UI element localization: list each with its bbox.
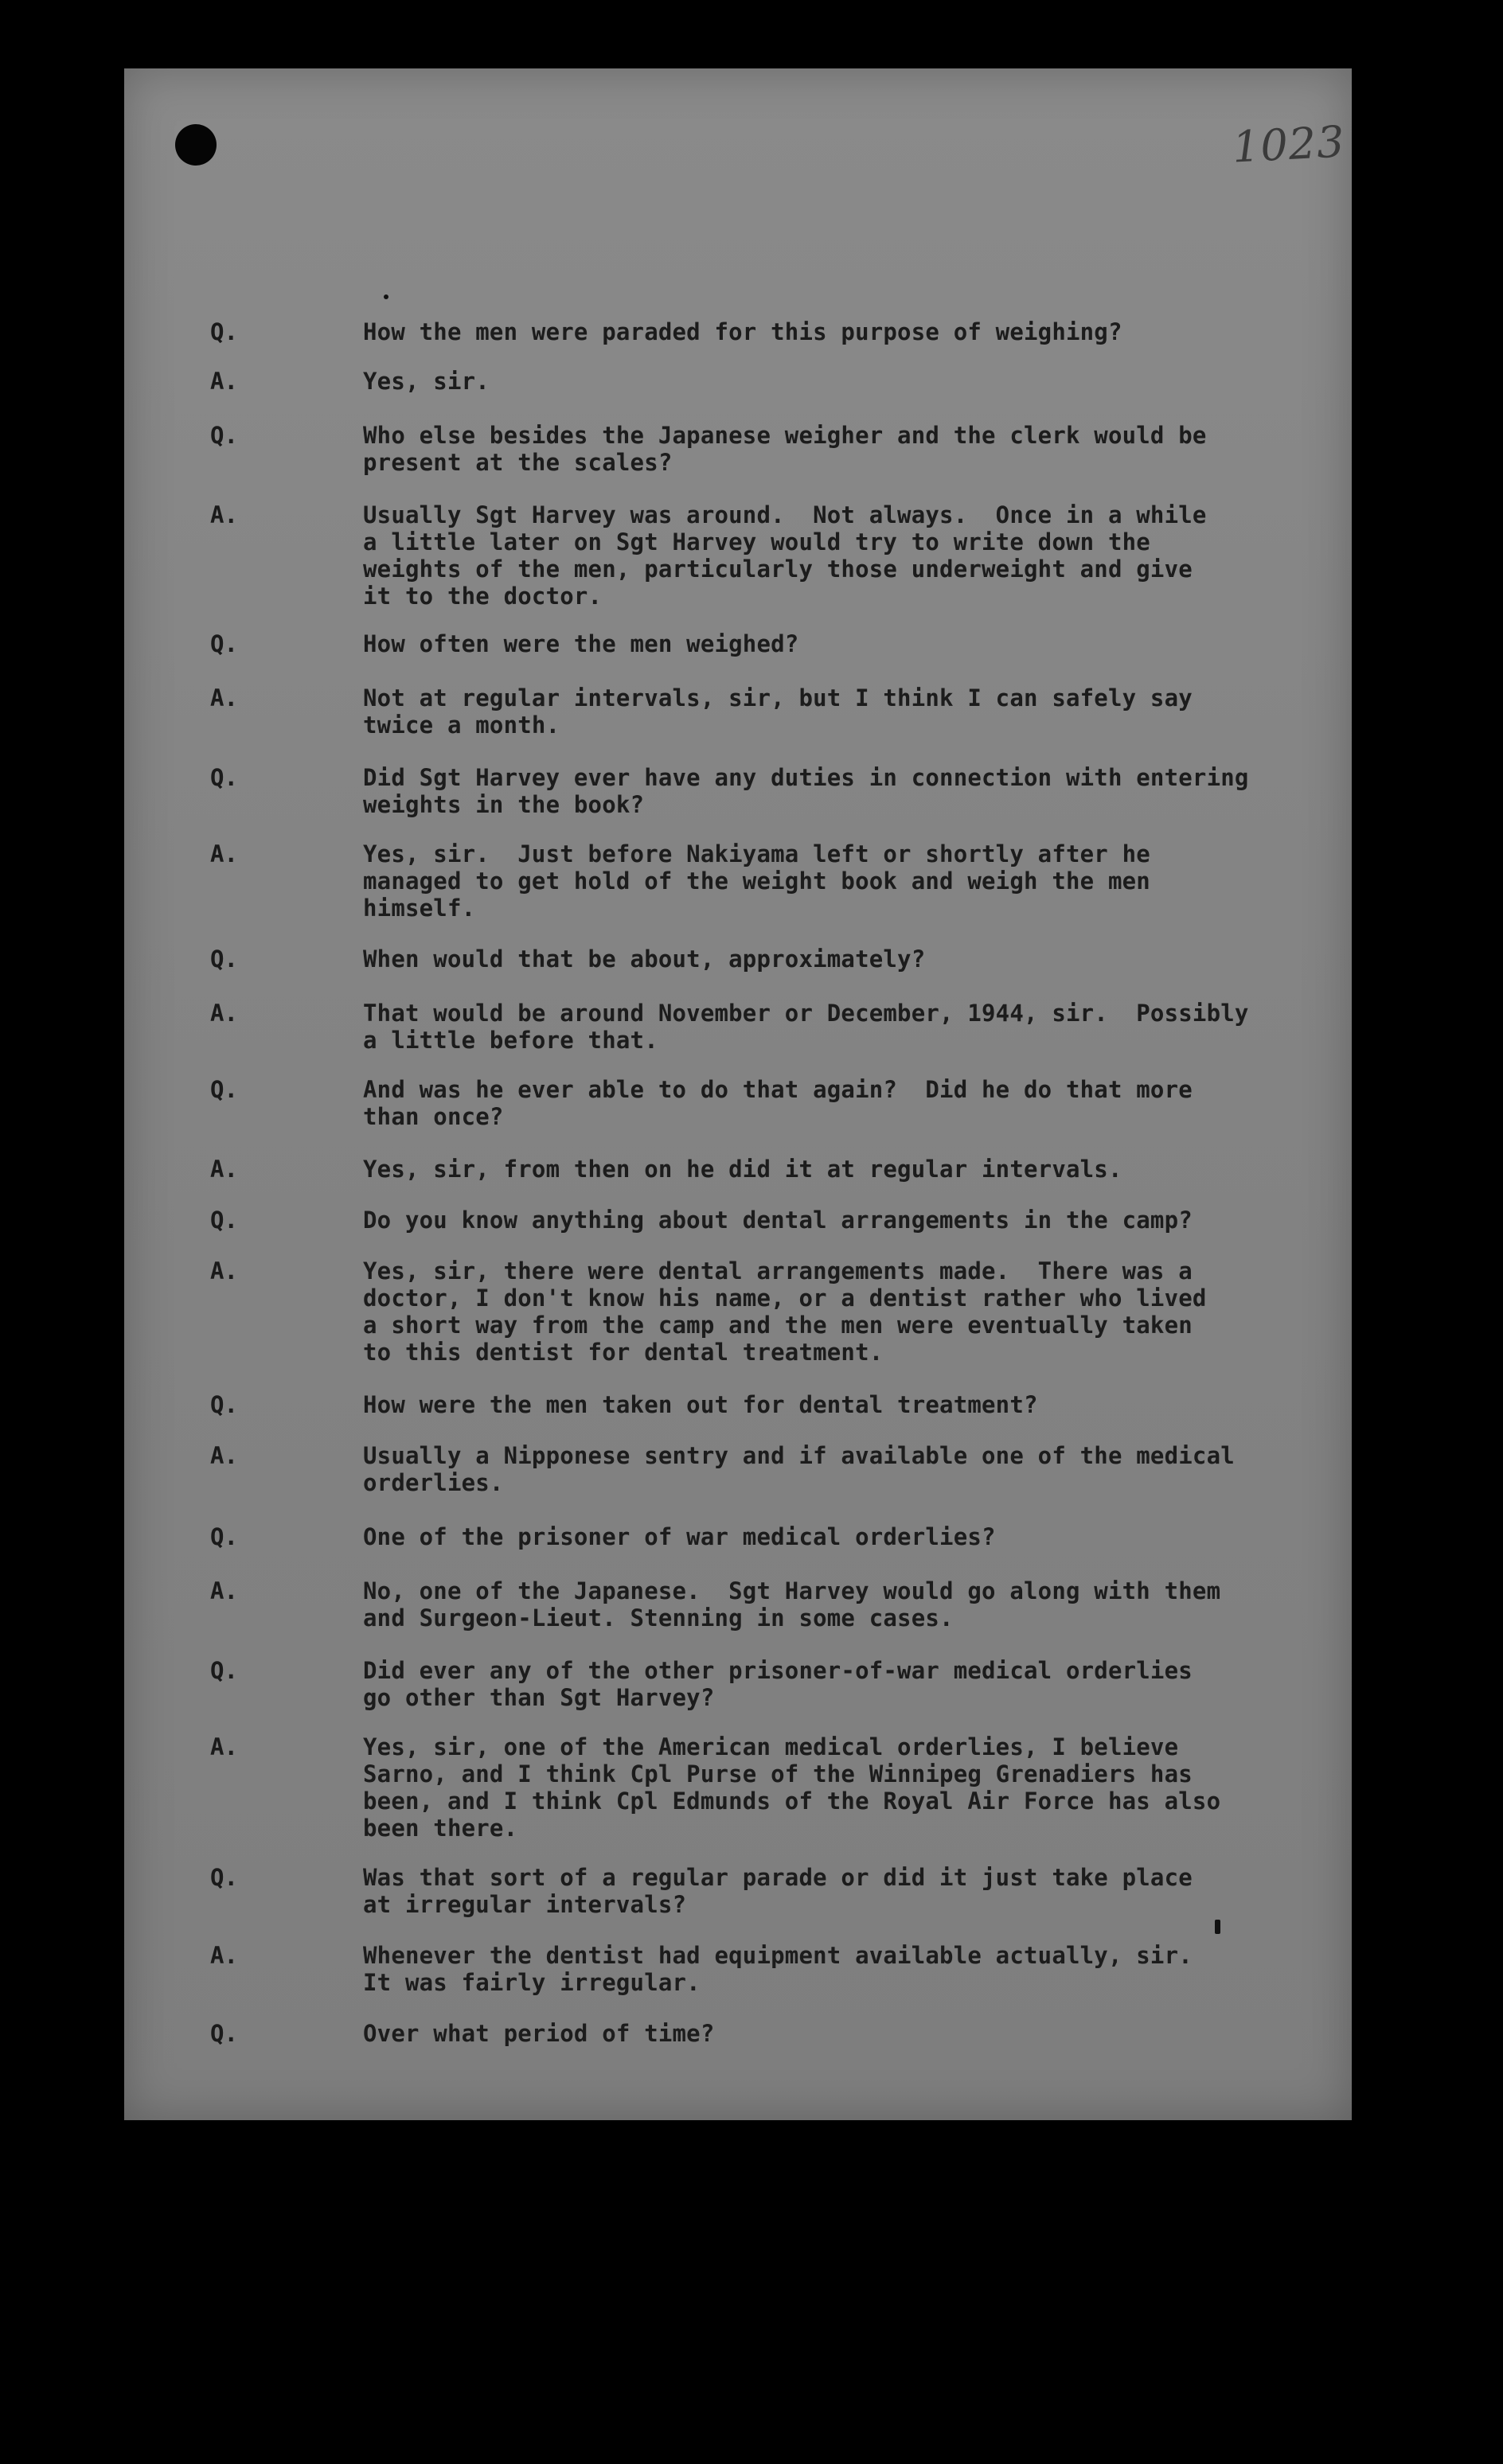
speaker-label: Q.: [210, 945, 238, 973]
speaker-label: Q.: [210, 1864, 238, 1891]
speaker-label: A.: [210, 368, 238, 395]
transcript-line: Not at regular intervals, sir, but I think I can safely say: [363, 684, 1193, 712]
transcript-line: Who else besides the Japanese weigher and the clerk would be: [363, 422, 1207, 449]
transcript-line: Over what period of time?: [363, 2020, 715, 2047]
transcript-line: Usually a Nipponese sentry and if available one of the medical: [363, 1442, 1235, 1469]
transcript-line: than once?: [363, 1103, 504, 1130]
transcript-line: Did ever any of the other prisoner-of-war medical orderlies: [363, 1657, 1193, 1684]
transcript-line: orderlies.: [363, 1469, 504, 1496]
speaker-label: Q.: [210, 1391, 238, 1418]
transcript-line: Yes, sir.: [363, 368, 490, 395]
speaker-label: Q.: [210, 1207, 238, 1234]
speaker-label: Q.: [210, 1657, 238, 1684]
transcript-line: Did Sgt Harvey ever have any duties in connection with entering: [363, 764, 1249, 791]
transcript-line: himself.: [363, 895, 476, 922]
speaker-label: A.: [210, 1577, 238, 1604]
speaker-label: A.: [210, 1000, 238, 1027]
transcript-line: That would be around November or December, 1944, sir. Possibly: [363, 1000, 1249, 1027]
speaker-label: A.: [210, 684, 238, 712]
speaker-label: A.: [210, 840, 238, 867]
speaker-label: Q.: [210, 630, 238, 657]
speaker-label: A.: [210, 1442, 238, 1469]
transcript-line: How often were the men weighed?: [363, 630, 799, 657]
transcript-line: been there.: [363, 1815, 518, 1842]
transcript-line: weights in the book?: [363, 791, 645, 818]
transcript-line: go other than Sgt Harvey?: [363, 1684, 715, 1711]
transcript-line: Yes, sir, one of the American medical orderlies, I believe: [363, 1733, 1179, 1760]
transcript-line: No, one of the Japanese. Sgt Harvey would go along with them: [363, 1577, 1221, 1604]
speaker-label: Q.: [210, 1523, 238, 1550]
transcript-line: twice a month.: [363, 712, 560, 739]
speaker-label: Q.: [210, 318, 238, 345]
transcript-line: managed to get hold of the weight book and weigh the men: [363, 867, 1150, 895]
transcript-line: a short way from the camp and the men were eventually taken: [363, 1312, 1193, 1339]
transcript-line: When would that be about, approximately?: [363, 945, 926, 973]
speaker-label: A.: [210, 1942, 238, 1969]
speaker-label: Q.: [210, 422, 238, 449]
transcript-line: Yes, sir, there were dental arrangements made. There was a: [363, 1257, 1193, 1285]
speaker-label: Q.: [210, 764, 238, 791]
transcript-line: it to the doctor.: [363, 583, 603, 610]
transcript-line: been, and I think Cpl Edmunds of the Royal Air Force has also: [363, 1788, 1221, 1815]
transcript-line: doctor, I don't know his name, or a dentist rather who lived: [363, 1285, 1207, 1312]
transcript-line: Usually Sgt Harvey was around. Not always. Once in a while: [363, 501, 1207, 528]
transcript-line: present at the scales?: [363, 449, 673, 476]
transcript-line: How were the men taken out for dental treatment?: [363, 1391, 1038, 1418]
speaker-label: A.: [210, 1733, 238, 1760]
transcript-line: to this dentist for dental treatment.: [363, 1339, 884, 1366]
transcript-line: Whenever the dentist had equipment available actually, sir.: [363, 1942, 1193, 1969]
transcript-line: How the men were paraded for this purpose of weighing?: [363, 318, 1122, 345]
speaker-label: A.: [210, 501, 238, 528]
transcript-line: at irregular intervals?: [363, 1891, 687, 1918]
transcript-line: It was fairly irregular.: [363, 1969, 701, 1996]
speaker-label: A.: [210, 1156, 238, 1183]
speaker-label: Q.: [210, 2020, 238, 2047]
transcript-line: One of the prisoner of war medical orderlies?: [363, 1523, 996, 1550]
speaker-label: Q.: [210, 1076, 238, 1103]
transcript-line: Do you know anything about dental arrangements in the camp?: [363, 1207, 1193, 1234]
transcript-line: Sarno, and I think Cpl Purse of the Winnipeg Grenadiers has: [363, 1760, 1193, 1788]
speaker-label: A.: [210, 1257, 238, 1285]
page-number: 1023: [1231, 116, 1346, 173]
transcript-line: and Surgeon-Lieut. Stenning in some cases.: [363, 1604, 954, 1632]
transcript-line: Yes, sir. Just before Nakiyama left or shortly after he: [363, 840, 1150, 867]
transcript-line: weights of the men, particularly those underweight and give: [363, 556, 1193, 583]
transcript-line: And was he ever able to do that again? Did he do that more: [363, 1076, 1193, 1103]
transcript-line: a little later on Sgt Harvey would try to write down the: [363, 528, 1150, 556]
transcript-line: Was that sort of a regular parade or did it just take place: [363, 1864, 1193, 1891]
transcript-line: a little before that.: [363, 1027, 658, 1054]
transcript-line: Yes, sir, from then on he did it at regular intervals.: [363, 1156, 1122, 1183]
